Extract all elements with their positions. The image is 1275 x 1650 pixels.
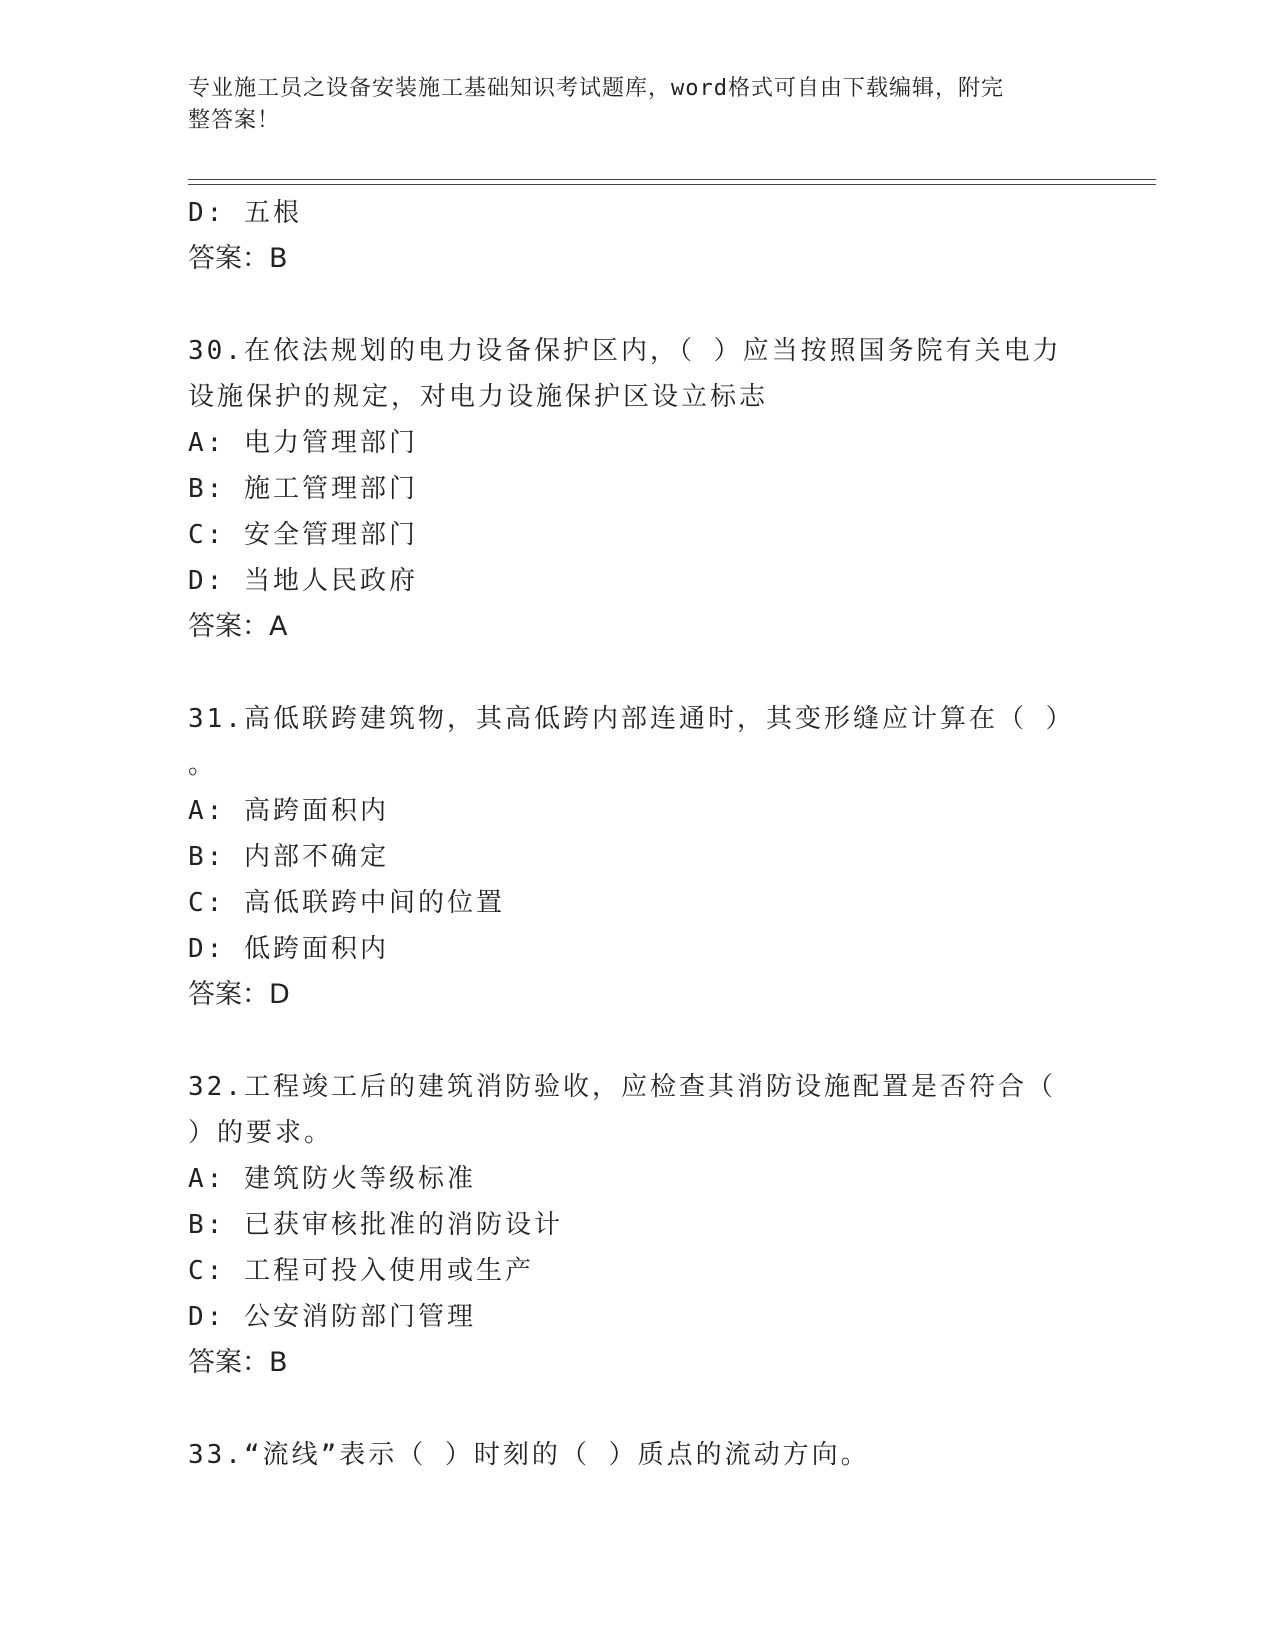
question-32 [188, 1064, 1088, 1386]
question-30-text-1: 30.在依法规划的电力设备保护区内，（ ）应当按照国务院有关电力 [188, 336, 1062, 366]
question-31-option-c: C: 高低联跨中间的位置 [188, 888, 505, 918]
header-divider-bottom [188, 184, 1156, 185]
spacer [188, 1386, 1088, 1432]
question-31 [188, 696, 1088, 1018]
question-31-option-b: B: 内部不确定 [188, 842, 389, 872]
question-31-text-2: 。 [188, 750, 218, 780]
question-32-option-d: D: 公安消防部门管理 [188, 1302, 476, 1332]
question-32-text-2: ）的要求。 [188, 1118, 334, 1148]
question-32-answer: 答案：B [188, 1347, 288, 1378]
question-30-option-d: D: 当地人民政府 [188, 566, 418, 596]
question-33-text-1: 33.“流线”表示（ ）时刻的（ ）质点的流动方向。 [188, 1440, 870, 1470]
question-32-option-b: B: 已获审核批准的消防设计 [188, 1210, 563, 1240]
spacer [188, 1018, 1088, 1064]
question-31-answer: 答案：D [188, 979, 290, 1010]
question-30-text-2: 设施保护的规定，对电力设施保护区设立标志 [188, 382, 769, 412]
question-32-option-c: C: 工程可投入使用或生产 [188, 1256, 534, 1286]
question-33 [188, 1432, 1088, 1478]
question-31-option-d: D: 低跨面积内 [188, 934, 389, 964]
question-32-text-1: 32.工程竣工后的建筑消防验收，应检查其消防设施配置是否符合（ [188, 1072, 1056, 1102]
question-31-option-a: A: 高跨面积内 [188, 796, 389, 826]
question-30-option-a: A: 电力管理部门 [188, 428, 418, 458]
question-list [188, 190, 1088, 1478]
spacer [188, 282, 1088, 328]
prev-answer: 答案：B [188, 243, 288, 274]
question-32-option-a: A: 建筑防火等级标准 [188, 1164, 476, 1194]
header-divider-top [188, 179, 1156, 180]
document-header [188, 73, 1088, 137]
header-line-1: 专业施工员之设备安装施工基础知识考试题库，word格式可自由下载编辑，附完 [188, 76, 1004, 101]
question-30-option-b: B: 施工管理部门 [188, 474, 418, 504]
prev-option-d: D: 五根 [188, 198, 302, 228]
question-30-option-c: C: 安全管理部门 [188, 520, 418, 550]
question-30 [188, 328, 1088, 650]
spacer [188, 650, 1088, 696]
question-30-answer: 答案：A [188, 611, 288, 642]
question-31-text-1: 31.高低联跨建筑物，其高低跨内部连通时，其变形缝应计算在（ ） [188, 704, 1075, 734]
header-line-2: 整答案！ [188, 108, 281, 133]
